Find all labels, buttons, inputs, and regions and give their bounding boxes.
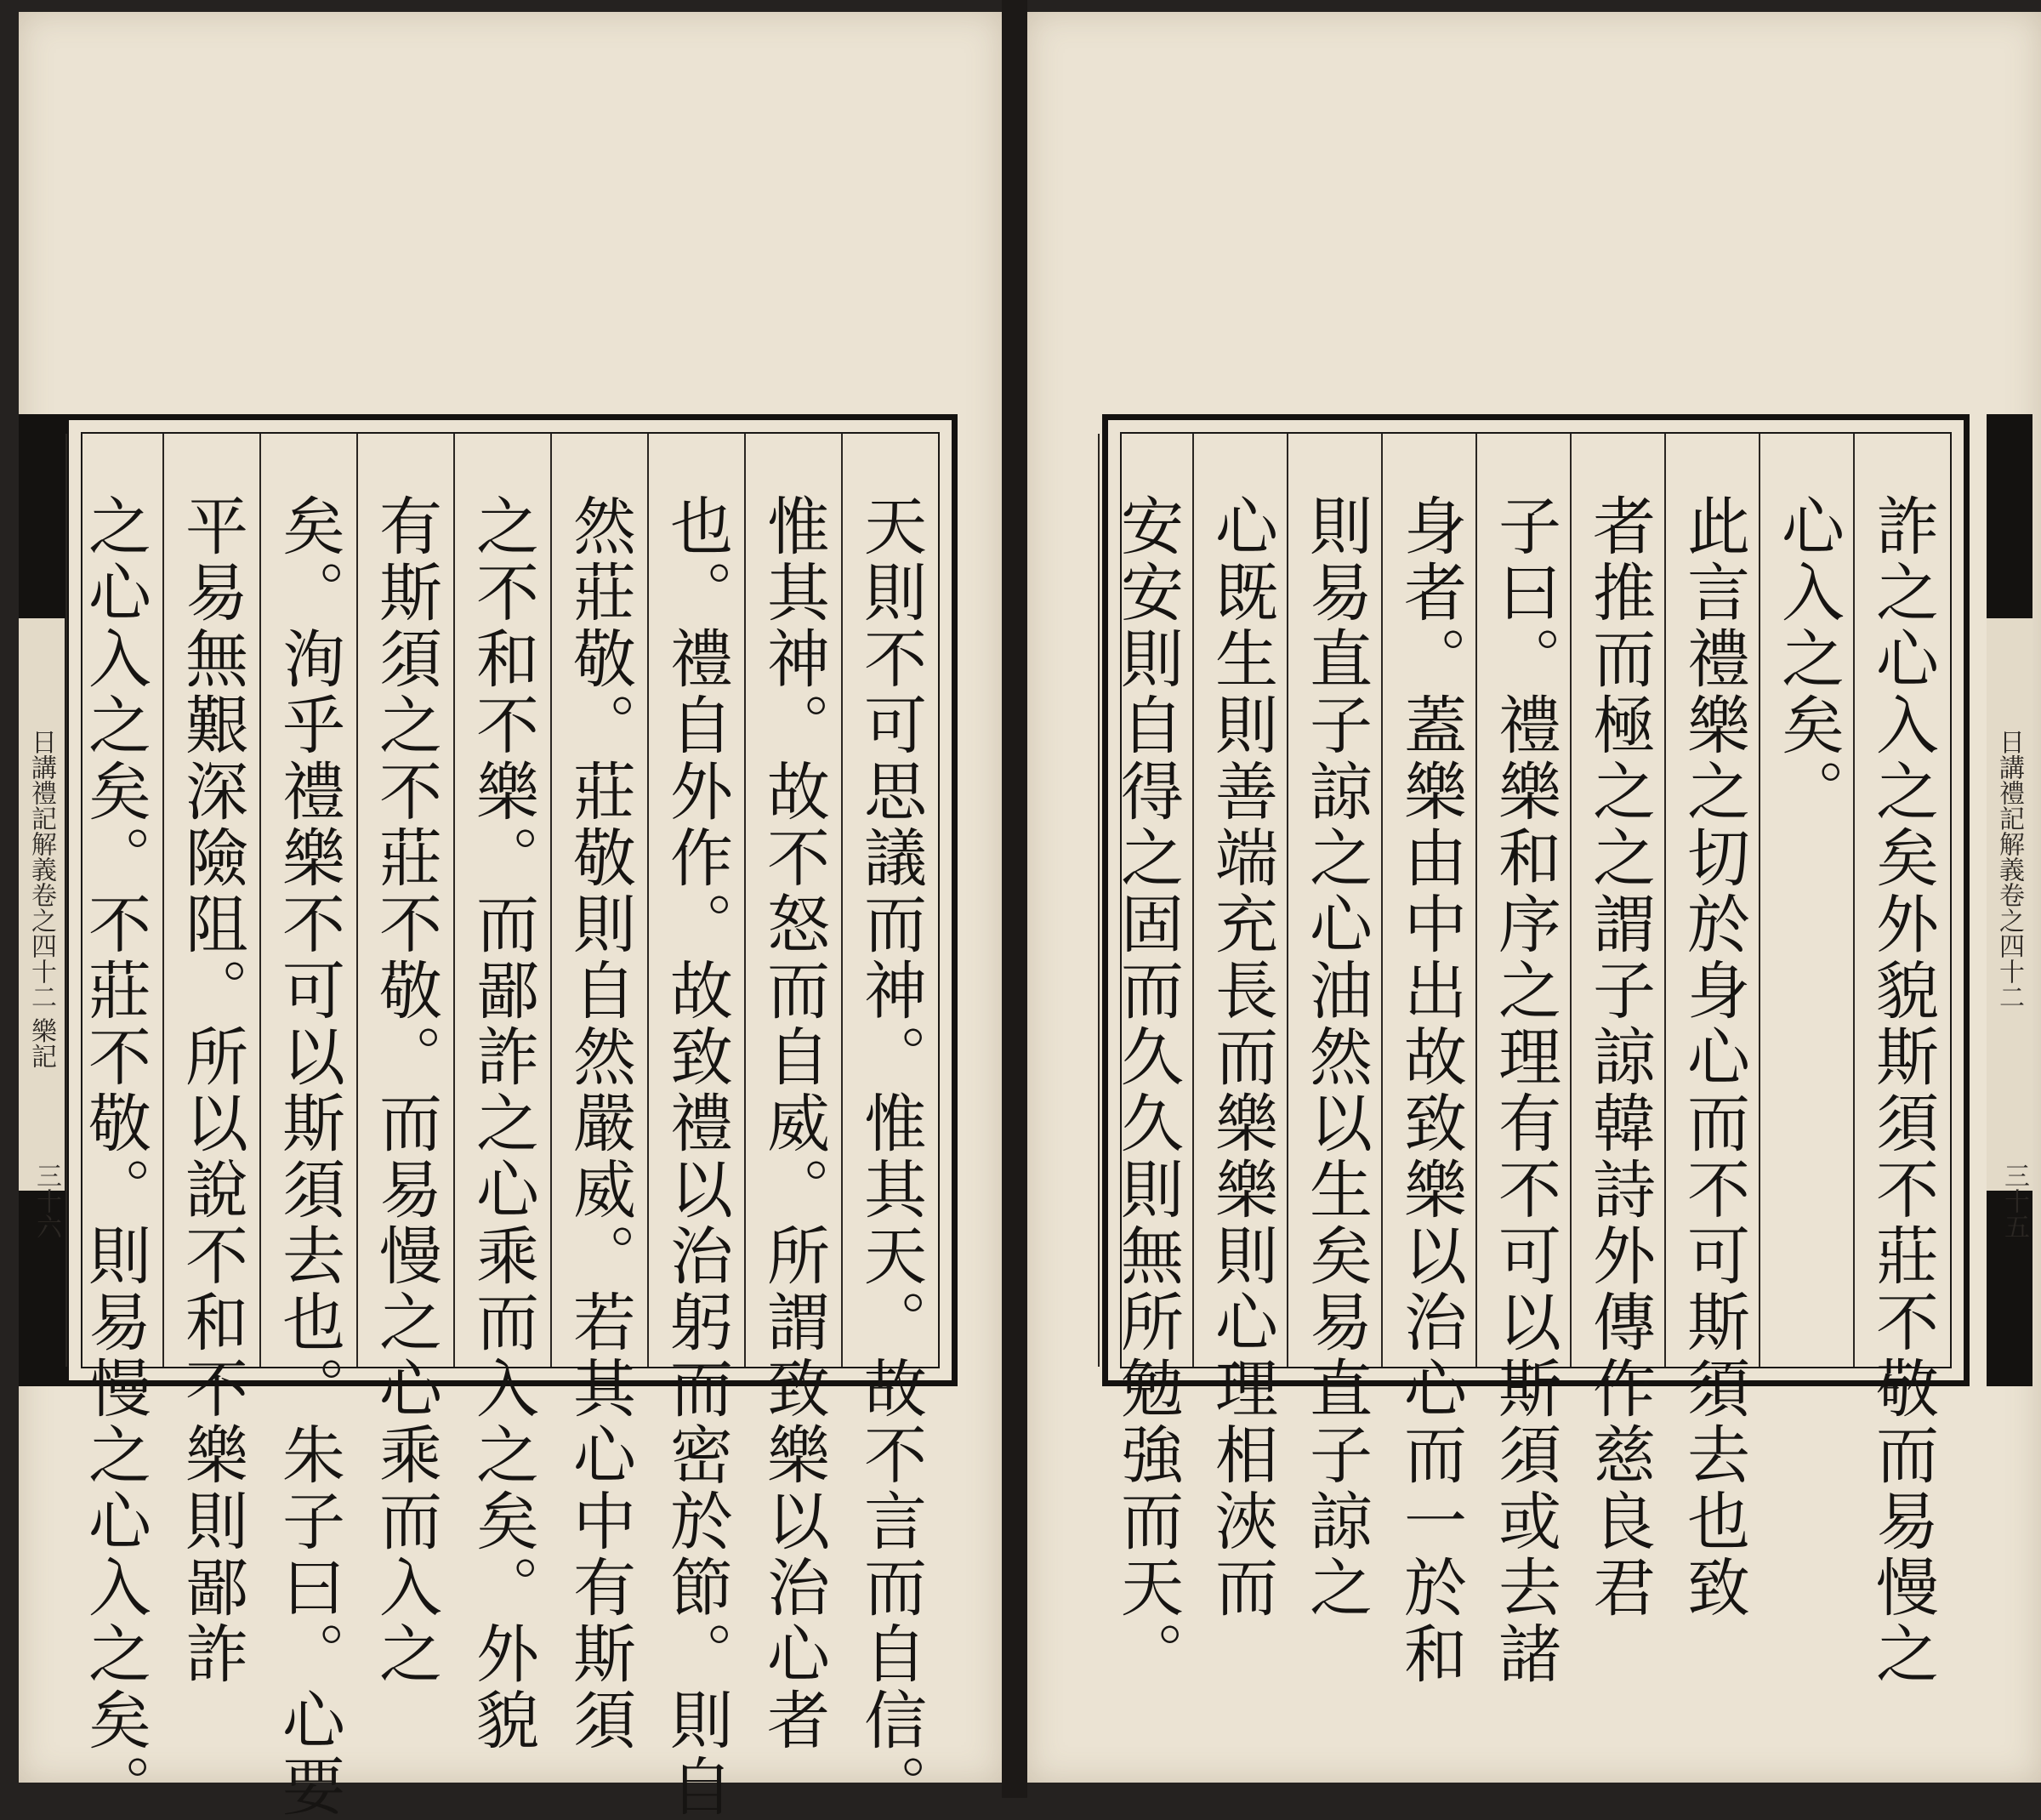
book-spine [1002, 0, 1027, 1798]
left-page [19, 12, 1002, 1820]
left-column-7: 矣。洵乎禮樂不可以斯須去也。朱子曰。心要 [259, 434, 356, 1367]
left-column-2: 惟其神。故不怒而自威。所謂致樂以治心者 [744, 434, 841, 1367]
left-margin-title: 日講禮記解義卷之四十二 樂記 [26, 729, 56, 1069]
right-margin-page-number: 三十五 [1999, 1163, 2029, 1239]
left-column-6: 有斯須之不莊不敬。而易慢之心乘而入之 [356, 434, 453, 1367]
left-text-frame [63, 414, 958, 1820]
left-column-5: 之不和不樂。而鄙詐之心乘而入之矣。外貌 [453, 434, 550, 1367]
left-column-3: 也。禮自外作。故致禮以治躬而密於節。則自 [647, 434, 744, 1367]
right-column-2: 心入之矣。 [1759, 434, 1856, 1367]
right-column-5: 子曰。禮樂和序之理有不可以斯須或去諸 [1475, 434, 1572, 1367]
left-column-8: 平易無艱深險阻。所以說不和不樂則鄙詐 [162, 434, 259, 1367]
right-top-black-bar [1987, 414, 2032, 618]
left-inner-border [78, 432, 940, 1820]
right-text-frame [1102, 414, 1970, 1687]
right-page [1027, 12, 2041, 1783]
left-column-9: 之心入之矣。不莊不敬。則易慢之心入之矣。 [65, 434, 162, 1367]
right-column-1: 詐之心入之矣外貌斯須不莊不敬而易慢之 [1853, 434, 1950, 1367]
left-margin-page-number: 三十六 [31, 1163, 61, 1239]
left-column-4: 然莊敬。莊敬則自然嚴威。若其心中有斯須 [550, 434, 647, 1367]
right-column-9: 安安則自得之固而久久則無所勉強而天。 [1098, 434, 1195, 1367]
right-margin-title: 日講禮記解義卷之四十二 [1994, 729, 2024, 1010]
right-column-3: 此言禮樂之切於身心而不可斯須去也致 [1664, 434, 1761, 1367]
right-column-4: 者推而極之之謂子諒韓詩外傳作慈良君 [1570, 434, 1667, 1367]
left-column-1: 天則不可思議而神。惟其天。故不言而自信。 [841, 434, 938, 1367]
right-column-6: 身者。蓋樂由中出故致樂以治心而一於和 [1381, 434, 1478, 1367]
right-margin-strip [1987, 414, 2032, 1386]
right-inner-border [1111, 432, 1952, 1687]
left-top-black-bar [19, 414, 65, 618]
right-column-7: 則易直子諒之心油然以生矣易直子諒之 [1287, 434, 1384, 1367]
left-margin-strip [19, 414, 65, 1386]
right-column-8: 心既生則善端充長而樂樂則心理相浹而 [1192, 434, 1289, 1367]
